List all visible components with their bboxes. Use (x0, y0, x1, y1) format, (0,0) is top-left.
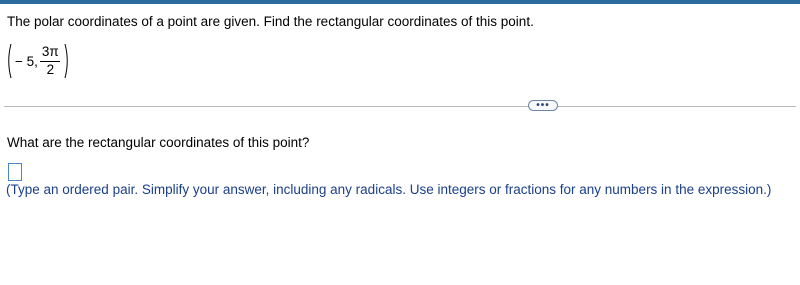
question-instruction: The polar coordinates of a point are given. Find the rectangular coordinates of this point. (7, 14, 534, 29)
top-accent-bar (0, 0, 800, 4)
answer-prompt: What are the rectangular coordinates of this point? (7, 135, 310, 150)
right-paren (64, 43, 70, 79)
polar-theta-fraction (40, 45, 61, 77)
answer-input-box[interactable] (8, 163, 22, 181)
theta-numerator: 3π (41, 44, 59, 59)
polar-coordinates-expression (6, 41, 70, 81)
left-paren (6, 43, 12, 79)
theta-denominator: 2 (46, 62, 55, 77)
expand-more-button[interactable]: ••• (528, 100, 558, 111)
section-divider (4, 106, 796, 107)
answer-format-hint: (Type an ordered pair. Simplify your answer, including any radicals. Use integers or fractions for any numbers in the expression.) (6, 182, 772, 197)
polar-r-value: − 5, (15, 53, 38, 69)
